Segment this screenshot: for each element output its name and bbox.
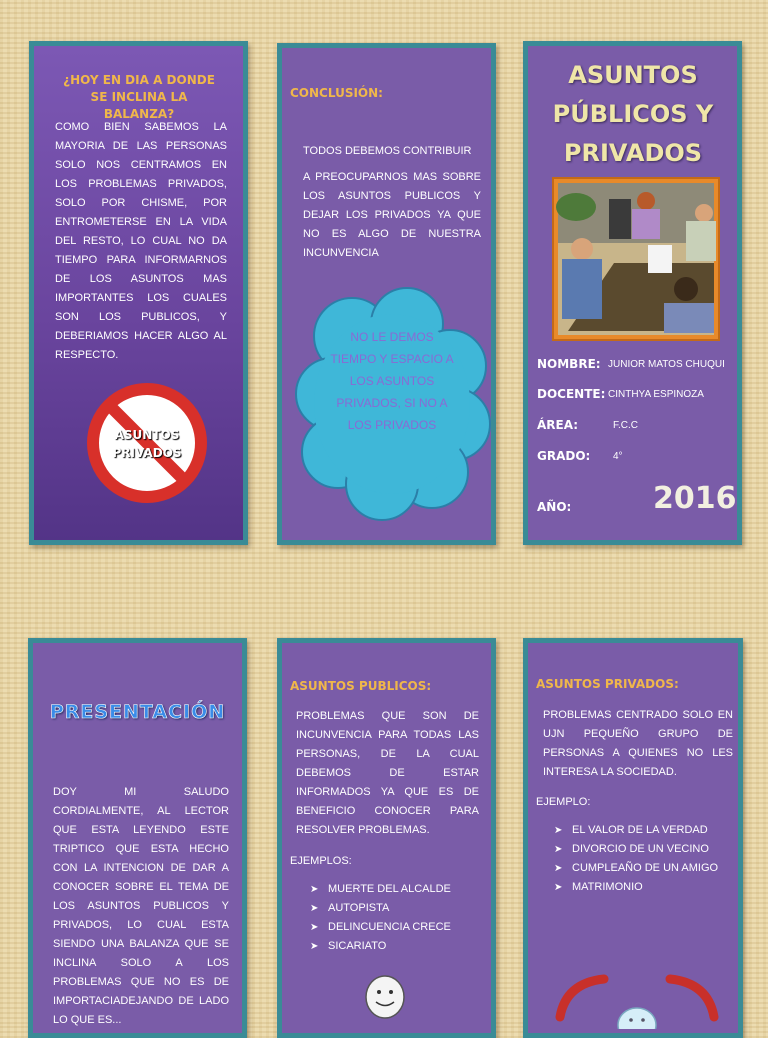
anio-value: 2016 [653, 481, 737, 516]
publicos-body: PROBLEMAS QUE SON DE INCUNVENCIA PARA TODAS LAS PERSONAS, DE LA CUAL DEBEMOS DE ESTAR INFORMADOS YA QUE ES DE BENEFICIO CONOCER PARA RESOLVER PROBLEMAS. [296, 710, 479, 836]
privados-examples-label: EJEMPLO: [536, 796, 591, 808]
grado-value: 4° [613, 451, 623, 462]
panel-balanza [29, 41, 248, 545]
anio-label: AÑO: [537, 500, 572, 514]
cover-title: ASUNTOS PÚBLICOS Y PRIVADOS [552, 61, 714, 167]
list-item: ➤ MUERTE DEL ALCALDE [310, 880, 451, 899]
publicos-examples-list [310, 880, 451, 956]
grado-label: GRADO: [537, 449, 591, 463]
list-item: ➤ DIVORCIO DE UN VECINO [554, 840, 718, 859]
docente-value: CINTHYA ESPINOZA [608, 389, 704, 400]
privados-heading: ASUNTOS PRIVADOS: [536, 677, 679, 691]
list-item: ➤ DELINCUENCIA CRECE [310, 918, 451, 937]
cloud-text: NO LE DEMOS TIEMPO Y ESPACIO A LOS ASUNTOS PRIVADOS, SI NO A LOS PRIVADOS [330, 330, 454, 432]
area-value: F.C.C [613, 420, 638, 431]
no-entry-sign-icon [82, 378, 212, 508]
cloud-shape [292, 284, 492, 526]
sign-text-line1: ASUNTOS [114, 428, 180, 442]
panel-presentacion [28, 638, 247, 1038]
list-item: ➤ MATRIMONIO [554, 878, 718, 897]
area-label: ÁREA: [537, 418, 579, 432]
presentacion-body: DOY MI SALUDO CORDIALMENTE, AL LECTOR QUE ESTA LEYENDO ESTE TRIPTICO QUE ESTA HECHO CON LA INTENCION DE DAR A CONOCER SOBRE EL TEMA DE LOS ASUNTOS PUBLICOS Y PRIVADOS, LO CUAL ESTA SIENDO UNA BALANZA QUE SE INCLINA SOLO A LOS PROBLEMAS QUE NO ES DE IMPORTACIADEJANDO DE LADO LO QUE ES... [53, 786, 229, 1026]
docente-label: DOCENTE: [537, 387, 606, 401]
list-item: ➤ EL VALOR DE LA VERDAD [554, 821, 718, 840]
privados-examples-list [554, 821, 718, 897]
list-item: ➤ CUMPLEAÑO DE UN AMIGO [554, 859, 718, 878]
conclusion-line1: TODOS DEBEMOS CONTRIBUIR [303, 145, 472, 157]
privados-body: PROBLEMAS CENTRADO SOLO EN UJN PEQUEÑO GRUPO DE PERSONAS A QUIENES NO LES INTERESA LA SOCIEDAD. [543, 709, 733, 778]
nombre-value: JUNIOR MATOS CHUQUI [608, 359, 725, 370]
panel-privados [523, 638, 743, 1038]
panel-cover [523, 41, 742, 545]
meeting-clipart-icon [552, 177, 720, 341]
sign-text-line2: PRIVADOS [112, 446, 182, 460]
presentacion-heading: PRESENTACIÓN [49, 701, 226, 723]
balance-scale-icon [552, 973, 722, 1029]
publicos-examples-label: EJEMPLOS: [290, 855, 352, 867]
panel-conclusion [277, 43, 496, 545]
balanza-body: COMO BIEN SABEMOS LA MAYORIA DE LAS PERSONAS SOLO NOS CENTRAMOS EN LOS PROBLEMAS PRIVADOS, SOLO POR CHISME, POR ENTROMETERSE EN LA VIDA DEL RESTO, LO CUAL NO DA TIEMPO PARA INFORMARNOS DE LOS ASUNTOS MAS IMPORTANTES LOS CUALES SON LOS PUBLICOS, Y DEBERIAMOS HACER ALGO AL RESPECTO. [55, 121, 227, 361]
panel-publicos [277, 638, 496, 1038]
balanza-heading: ¿HOY EN DIA A DONDE SE INCLINA LA BALANZA? [63, 73, 215, 121]
conclusion-heading: CONCLUSIÓN: [290, 86, 383, 100]
list-item: ➤ SICARIATO [310, 937, 451, 956]
smiley-face-icon [364, 974, 406, 1020]
list-item: ➤ AUTOPISTA [310, 899, 451, 918]
nombre-label: NOMBRE: [537, 357, 601, 371]
conclusion-body: A PREOCUPARNOS MAS SOBRE LOS ASUNTOS PUBLICOS Y DEJAR LOS PRIVADOS YA QUE NO ES ALGO DE NUESTRA INCUNVENCIA [303, 171, 481, 259]
publicos-heading: ASUNTOS PUBLICOS: [290, 679, 432, 693]
